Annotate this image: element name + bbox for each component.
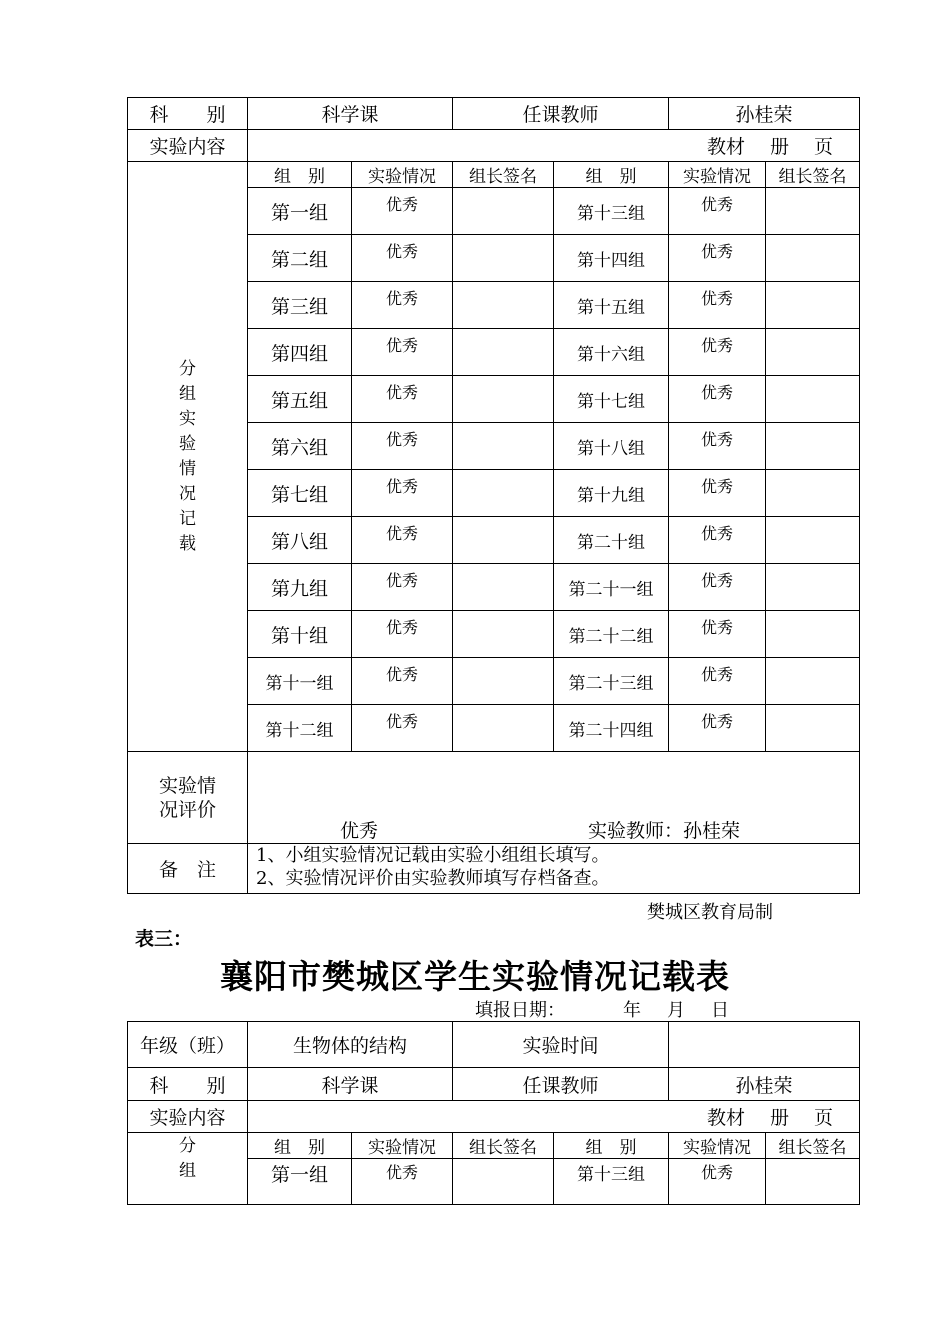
- teacher-value: 孙桂荣: [669, 1068, 860, 1101]
- content-label: 实验内容: [128, 1101, 248, 1133]
- col-header-group: 组 别: [554, 1133, 669, 1159]
- report-date: [475, 996, 729, 1022]
- section-char: 组: [179, 1161, 196, 1181]
- group-sign: [766, 611, 860, 658]
- group-sign: [453, 705, 554, 752]
- group-name: 第九组: [248, 564, 352, 611]
- group-status: 优秀: [352, 705, 453, 752]
- evaluation-teacher: 实验教师：孙桂荣: [588, 820, 741, 842]
- footer-issuer: 樊城区教育局制: [647, 902, 773, 923]
- group-status: 优秀: [352, 658, 453, 705]
- note-line: 1、小组实验情况记载由实验小组组长填写。: [256, 845, 610, 866]
- group-sign: [766, 188, 860, 235]
- section-char: 组: [179, 383, 196, 404]
- section-char: 况: [179, 483, 196, 504]
- teacher-label: 任课教师: [453, 98, 669, 130]
- group-status: 优秀: [669, 705, 766, 752]
- col-header-sign: 组长签名: [453, 1133, 554, 1159]
- col-header-group: 组 别: [248, 1133, 352, 1159]
- group-name: 第十九组: [554, 470, 669, 517]
- group-sign: [453, 329, 554, 376]
- section-label-vertical: [128, 162, 248, 752]
- group-sign: [766, 282, 860, 329]
- group-status: 优秀: [669, 564, 766, 611]
- group-status: 优秀: [669, 611, 766, 658]
- section-char: 记: [179, 508, 196, 529]
- table-3-label: 表三：: [135, 928, 193, 950]
- date-year: 年: [623, 1000, 641, 1021]
- subject-label: 科 别: [128, 1068, 248, 1101]
- group-sign: [453, 611, 554, 658]
- col-header-status: 实验情况: [352, 162, 453, 188]
- group-sign: [453, 564, 554, 611]
- group-sign: [766, 235, 860, 282]
- group-sign: [766, 376, 860, 423]
- group-status: 优秀: [669, 1159, 766, 1205]
- group-sign: [453, 235, 554, 282]
- group-sign: [453, 423, 554, 470]
- group-status: 优秀: [352, 423, 453, 470]
- evaluation-label: [128, 752, 248, 844]
- section-char: 验: [179, 433, 196, 454]
- grade-value: 生物体的结构: [248, 1022, 453, 1068]
- experiment-record-table-2: [127, 1021, 860, 1205]
- group-status: 优秀: [352, 1159, 453, 1205]
- group-sign: [766, 1159, 860, 1205]
- group-sign: [453, 658, 554, 705]
- group-sign: [453, 188, 554, 235]
- group-status: 优秀: [669, 235, 766, 282]
- group-status: 优秀: [669, 376, 766, 423]
- col-header-group: 组 别: [248, 162, 352, 188]
- group-sign: [766, 470, 860, 517]
- group-sign: [453, 282, 554, 329]
- group-name: 第二十组: [554, 517, 669, 564]
- group-status: 优秀: [352, 564, 453, 611]
- section-label-vertical: [128, 1133, 248, 1205]
- col-header-sign: 组长签名: [766, 1133, 860, 1159]
- group-sign: [453, 517, 554, 564]
- group-name: 第十七组: [554, 376, 669, 423]
- group-name: 第二十四组: [554, 705, 669, 752]
- col-header-status: 实验情况: [352, 1133, 453, 1159]
- subject-value: 科学课: [248, 1068, 453, 1101]
- subject-label: 科 别: [128, 98, 248, 130]
- group-name: 第十三组: [554, 188, 669, 235]
- group-name: 第十四组: [554, 235, 669, 282]
- group-status: 优秀: [352, 470, 453, 517]
- col-header-sign: 组长签名: [453, 162, 554, 188]
- evaluation-label-line: 况评价: [158, 798, 216, 821]
- textbook-label: 教材 册 页: [248, 130, 860, 162]
- group-sign: [766, 517, 860, 564]
- evaluation-cell: [248, 752, 860, 844]
- group-sign: [453, 470, 554, 517]
- group-status: 优秀: [352, 376, 453, 423]
- group-status: 优秀: [669, 470, 766, 517]
- group-status: 优秀: [669, 658, 766, 705]
- group-name: 第七组: [248, 470, 352, 517]
- group-status: 优秀: [352, 235, 453, 282]
- group-status: 优秀: [669, 329, 766, 376]
- group-sign: [453, 376, 554, 423]
- group-name: 第二十一组: [554, 564, 669, 611]
- group-status: 优秀: [352, 611, 453, 658]
- group-status: 优秀: [352, 329, 453, 376]
- group-sign: [766, 329, 860, 376]
- group-name: 第二十三组: [554, 658, 669, 705]
- group-name: 第五组: [248, 376, 352, 423]
- group-status: 优秀: [669, 188, 766, 235]
- grade-label: 年级（班）: [128, 1022, 248, 1068]
- group-name: 第十一组: [248, 658, 352, 705]
- time-label: 实验时间: [453, 1022, 669, 1068]
- notes-cell: [248, 844, 860, 894]
- group-status: 优秀: [669, 282, 766, 329]
- group-status: 优秀: [669, 517, 766, 564]
- teacher-value: 孙桂荣: [669, 98, 860, 130]
- page-title: 襄阳市樊城区学生实验情况记载表: [220, 957, 730, 996]
- evaluation-label-line: 实验情: [158, 774, 216, 797]
- col-header-status: 实验情况: [669, 162, 766, 188]
- date-day: 日: [711, 1000, 729, 1021]
- content-label: 实验内容: [128, 130, 248, 162]
- col-header-group: 组 别: [554, 162, 669, 188]
- date-label: 填报日期：: [475, 1000, 565, 1021]
- group-name: 第十八组: [554, 423, 669, 470]
- group-status: 优秀: [352, 517, 453, 564]
- group-status: 优秀: [669, 423, 766, 470]
- group-name: 第四组: [248, 329, 352, 376]
- section-char: 情: [179, 458, 196, 479]
- group-sign: [453, 1159, 554, 1205]
- section-char: 分: [179, 1136, 196, 1156]
- section-char: 载: [179, 533, 196, 554]
- group-name: 第十五组: [554, 282, 669, 329]
- group-name: 第二十二组: [554, 611, 669, 658]
- group-name: 第三组: [248, 282, 352, 329]
- experiment-record-table-1: [127, 97, 860, 894]
- date-month: 月: [667, 1000, 685, 1021]
- textbook-label: 教材 册 页: [248, 1101, 860, 1133]
- note-line: 2、实验情况评价由实验教师填写存档备查。: [256, 868, 610, 889]
- group-name: 第十组: [248, 611, 352, 658]
- evaluation-value: 优秀: [340, 820, 379, 842]
- group-name: 第六组: [248, 423, 352, 470]
- group-status: 优秀: [352, 282, 453, 329]
- col-header-sign: 组长签名: [766, 162, 860, 188]
- group-name: 第十二组: [248, 705, 352, 752]
- subject-value: 科学课: [248, 98, 453, 130]
- group-name: 第一组: [248, 1159, 352, 1205]
- group-name: 第一组: [248, 188, 352, 235]
- group-sign: [766, 423, 860, 470]
- group-name: 第八组: [248, 517, 352, 564]
- group-name: 第二组: [248, 235, 352, 282]
- group-sign: [766, 705, 860, 752]
- group-name: 第十三组: [554, 1159, 669, 1205]
- teacher-label: 任课教师: [453, 1068, 669, 1101]
- col-header-status: 实验情况: [669, 1133, 766, 1159]
- group-name: 第十六组: [554, 329, 669, 376]
- time-value: [669, 1022, 860, 1068]
- section-char: 分: [179, 358, 196, 379]
- group-sign: [766, 658, 860, 705]
- group-sign: [766, 564, 860, 611]
- notes-label: 备 注: [128, 844, 248, 894]
- group-status: 优秀: [352, 188, 453, 235]
- section-char: 实: [179, 408, 196, 429]
